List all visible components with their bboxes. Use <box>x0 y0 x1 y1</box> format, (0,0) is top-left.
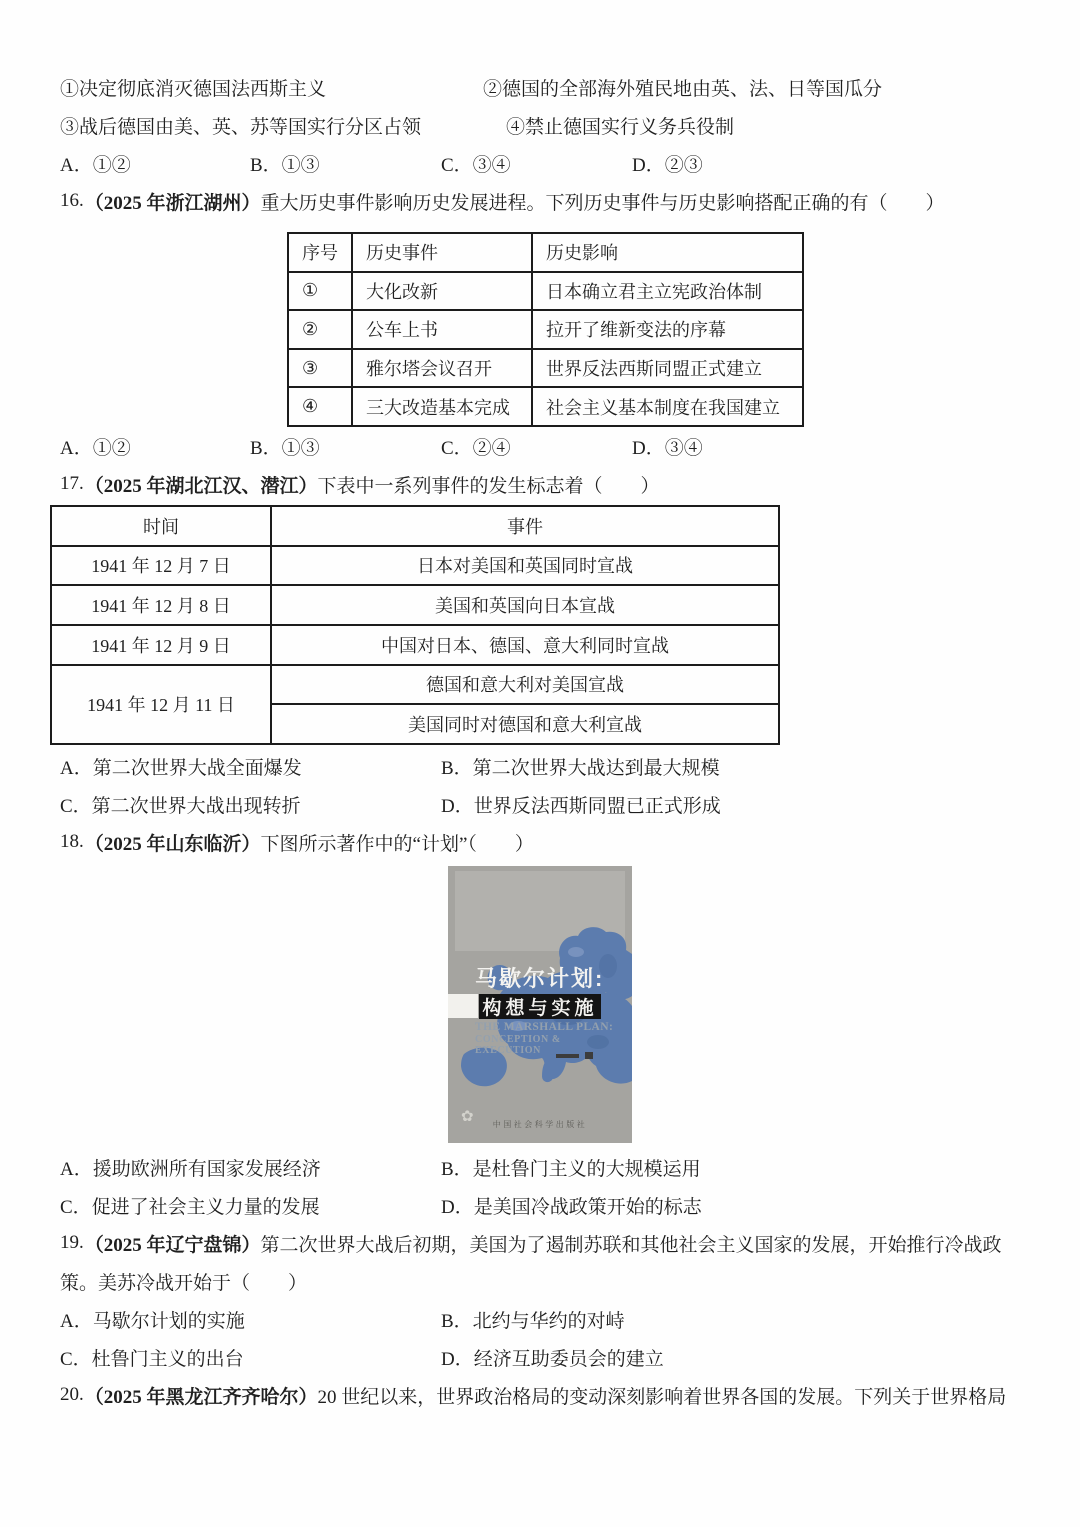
q18-choice-b: B．是杜鲁门主义的大规模运用 <box>441 1158 701 1180</box>
author-mark <box>556 1052 593 1059</box>
cell-event: 美国和英国向日本宣战 <box>271 585 779 625</box>
cell-time: 1941 年 12 月 9 日 <box>51 625 271 665</box>
q15-choice-d: D．②③ <box>632 154 703 176</box>
q15-option-3: ③战后德国由美、英、苏等国实行分区占领 <box>60 116 422 138</box>
cell-impact: 拉开了维新变法的序幕 <box>532 310 803 349</box>
q19-number: 19. <box>60 1232 84 1253</box>
q19-stem-text-1: 第二次世界大战后初期，美国为了遏制苏联和其他社会主义国家的发展，开始推行冷战政 <box>260 1234 1002 1256</box>
q17-header-event: 事件 <box>271 506 779 546</box>
q17-choice-c: C．第二次世界大战出现转折 <box>60 795 301 817</box>
q15-options-row-2 <box>60 106 1022 144</box>
q17-table <box>50 505 780 745</box>
q19-choice-d: D．经济互助委员会的建立 <box>441 1348 664 1370</box>
table-row <box>288 272 803 311</box>
q16-stem <box>60 182 1022 220</box>
cell-index: ② <box>288 310 352 349</box>
cell-event: 日本对美国和英国同时宣战 <box>271 546 779 586</box>
q18-stem <box>60 823 1022 861</box>
q16-header-impact: 历史影响 <box>532 233 803 272</box>
q16-source: （2025 年浙江湖州） <box>84 192 261 214</box>
q20-stem <box>60 1376 1022 1414</box>
table-row <box>51 585 779 625</box>
q17-choice-b: B．第二次世界大战达到最大规模 <box>441 757 720 779</box>
q17-stem-text: 下表中一系列事件的发生标志着（ ） <box>317 475 660 497</box>
cell-event: 美国同时对德国和意大利宣战 <box>271 704 779 744</box>
book-title-en-line1: THE MARSHALL PLAN: <box>475 1021 614 1033</box>
q17-choices-row-2 <box>60 785 1022 823</box>
table-row <box>288 387 803 426</box>
q18-choice-d: D．是美国冷战政策开始的标志 <box>441 1196 702 1218</box>
cell-impact: 日本确立君主立宪政治体制 <box>532 272 803 311</box>
q20-stem-text: 20 世纪以来，世界政治格局的变动深刻影响着世界各国的发展。下列关于世界格局 <box>317 1386 1007 1408</box>
table-row <box>51 625 779 665</box>
q15-option-1: ①决定彻底消灭德国法西斯主义 <box>60 78 327 100</box>
q19-choices-row-2 <box>60 1338 1022 1376</box>
table-row <box>288 349 803 388</box>
q16-choice-c: C．②④ <box>441 437 511 459</box>
cell-impact: 社会主义基本制度在我国建立 <box>532 387 803 426</box>
cell-event: 德国和意大利对美国宣战 <box>271 665 779 705</box>
book-subtitle-cn: 构想与实施 <box>482 998 598 1019</box>
cell-index: ③ <box>288 349 352 388</box>
q19-source: （2025 年辽宁盘锦） <box>84 1234 261 1256</box>
q19-choice-c: C．杜鲁门主义的出台 <box>60 1348 244 1370</box>
q19-choices-row-1 <box>60 1300 1022 1338</box>
q16-stem-text: 重大历史事件影响历史发展进程。下列历史事件与历史影响搭配正确的有（ ） <box>260 192 945 214</box>
book-title-en-line2: CONCEPTION & EXECUTION <box>475 1034 561 1056</box>
publisher-logo-icon: ✿ <box>461 1109 474 1125</box>
cell-impact: 世界反法西斯同盟正式建立 <box>532 349 803 388</box>
q17-choice-d: D．世界反法西斯同盟已正式形成 <box>441 795 721 817</box>
q17-stem <box>60 465 1022 503</box>
q16-header-index: 序号 <box>288 233 352 272</box>
q16-header-event: 历史事件 <box>352 233 532 272</box>
cell-index: ④ <box>288 387 352 426</box>
book-title-cn: 马歇尔计划: <box>475 966 605 991</box>
q15-choice-b: B．①③ <box>250 154 320 176</box>
q17-table-header-row <box>51 506 779 546</box>
q19-stem-line-2 <box>60 1262 1022 1300</box>
q16-number: 16. <box>60 190 84 211</box>
cell-event: 公车上书 <box>352 310 532 349</box>
q16-choice-d: D．③④ <box>632 437 703 459</box>
q15-choice-c: C．③④ <box>441 154 511 176</box>
cell-index: ① <box>288 272 352 311</box>
q19-stem-text-2: 策。美苏冷战开始于（ ） <box>60 1272 308 1294</box>
table-row <box>51 546 779 586</box>
q16-table-header-row <box>288 233 803 272</box>
book-figure <box>448 866 1022 1143</box>
q17-number: 17. <box>60 473 84 494</box>
q15-options-row-1 <box>60 68 1022 106</box>
q16-choice-a: A．①② <box>60 437 131 459</box>
q18-choice-c: C．促进了社会主义力量的发展 <box>60 1196 320 1218</box>
cell-time: 1941 年 12 月 7 日 <box>51 546 271 586</box>
cell-time: 1941 年 12 月 8 日 <box>51 585 271 625</box>
book-subtitle-bar <box>479 994 601 1019</box>
q16-table <box>287 232 804 427</box>
cell-event: 雅尔塔会议召开 <box>352 349 532 388</box>
q15-option-4: ④禁止德国实行义务兵役制 <box>506 116 735 138</box>
q16-choices-row <box>60 427 1022 465</box>
cell-event: 大化改新 <box>352 272 532 311</box>
q19-choice-b: B．北约与华约的对峙 <box>441 1310 625 1332</box>
q20-number: 20. <box>60 1384 84 1405</box>
q15-choice-a: A．①② <box>60 154 131 176</box>
q17-source: （2025 年湖北江汉、潜江） <box>84 475 318 497</box>
q19-stem-line-1 <box>60 1224 1022 1262</box>
q18-source: （2025 年山东临沂） <box>84 833 261 855</box>
publisher-name: 中国社会科学出版社 <box>492 1120 588 1129</box>
cover-white-strip <box>448 994 478 1018</box>
cell-event: 中国对日本、德国、意大利同时宣战 <box>271 625 779 665</box>
book-cover <box>448 866 632 1143</box>
table-row <box>51 665 779 705</box>
q15-choices-row <box>60 144 1022 182</box>
q15-option-2: ②德国的全部海外殖民地由英、法、日等国瓜分 <box>483 78 883 100</box>
q18-choices-row-1 <box>60 1148 1022 1186</box>
q17-choices-row-1 <box>60 747 1022 785</box>
q20-source: （2025 年黑龙江齐齐哈尔） <box>84 1386 318 1408</box>
q19-choice-a: A．马歇尔计划的实施 <box>60 1310 245 1332</box>
q18-number: 18. <box>60 831 84 852</box>
cell-time-merged: 1941 年 12 月 11 日 <box>51 665 271 744</box>
q18-choice-a: A．援助欧洲所有国家发展经济 <box>60 1158 321 1180</box>
table-row <box>288 310 803 349</box>
cell-event: 三大改造基本完成 <box>352 387 532 426</box>
q16-choice-b: B．①③ <box>250 437 320 459</box>
q17-choice-a: A．第二次世界大战全面爆发 <box>60 757 302 779</box>
q18-stem-text: 下图所示著作中的“计划”（ ） <box>260 833 534 855</box>
q17-header-time: 时间 <box>51 506 271 546</box>
q18-choices-row-2 <box>60 1186 1022 1224</box>
